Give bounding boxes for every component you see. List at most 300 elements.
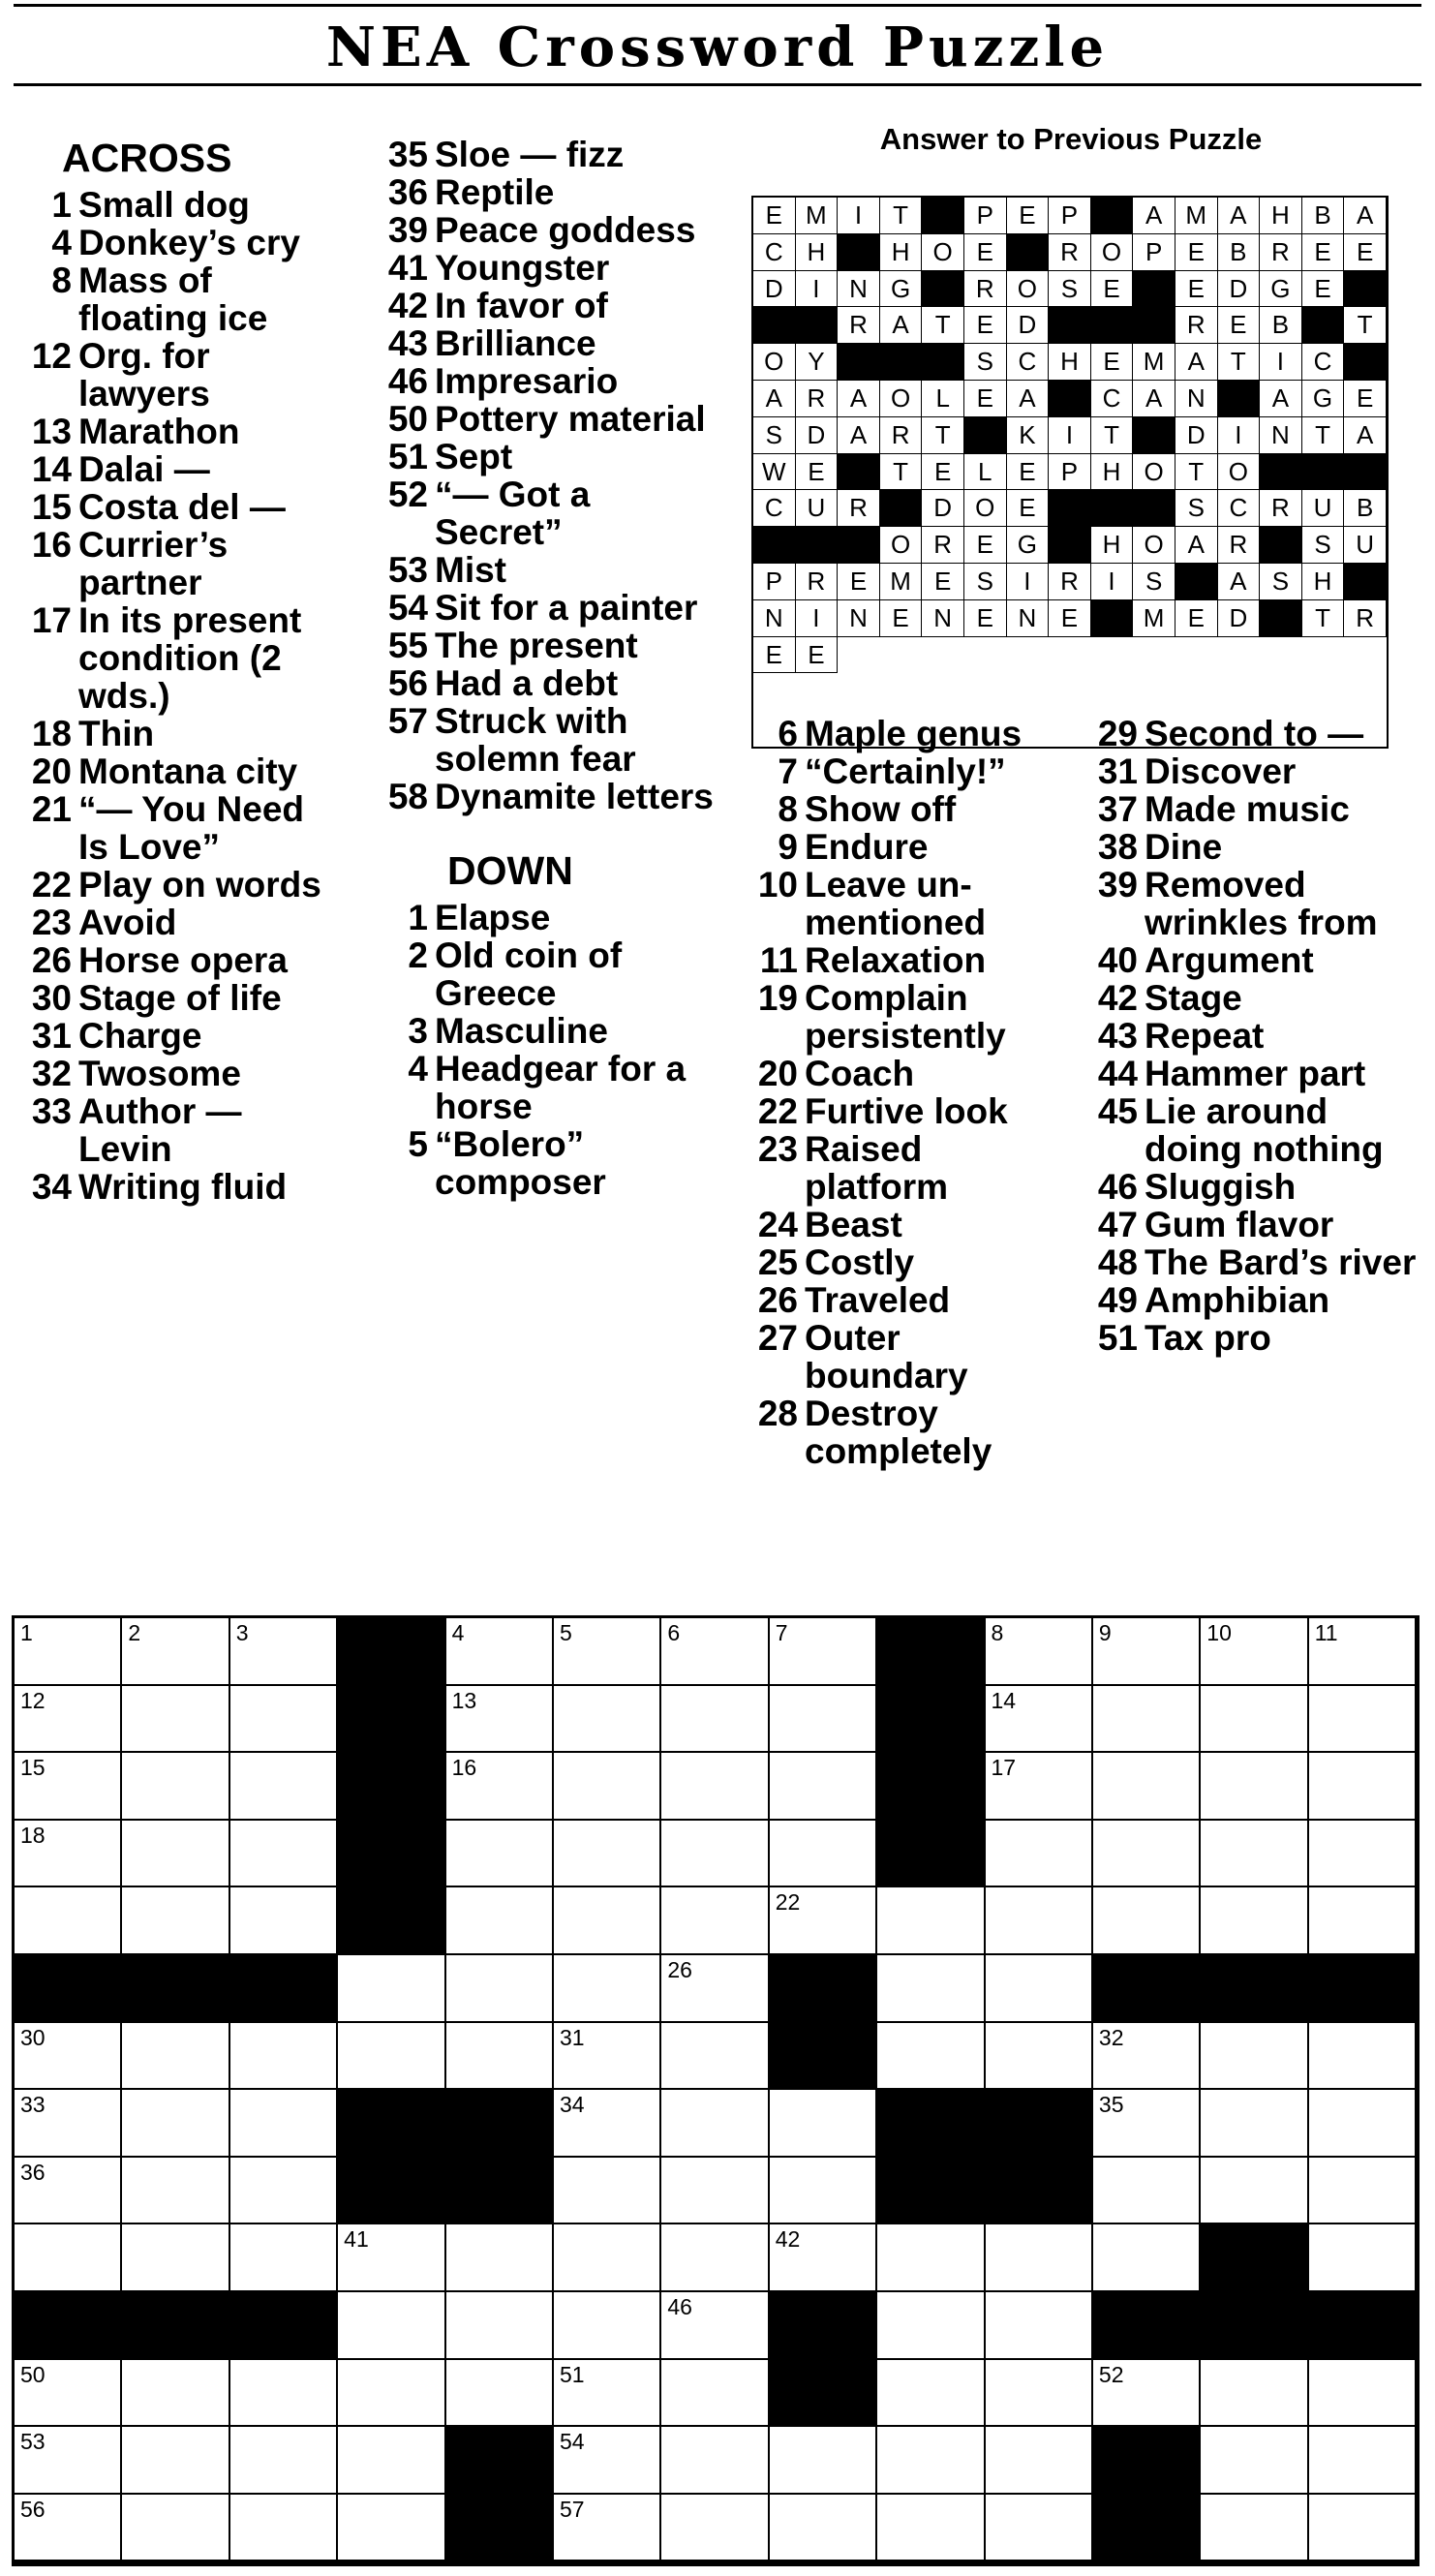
grid-cell[interactable]	[446, 2023, 554, 2091]
answer-letter-cell: R	[1260, 234, 1302, 271]
clue-number: 35	[387, 135, 428, 174]
grid-cell[interactable]	[1309, 1618, 1417, 1686]
clue-number: 23	[31, 903, 72, 942]
answer-letter-cell: D	[1007, 307, 1050, 344]
answer-letter-cell: B	[1344, 490, 1387, 527]
black-square	[877, 1821, 985, 1888]
clue-number: 42	[1097, 978, 1138, 1018]
grid-cell[interactable]	[122, 2360, 229, 2428]
grid-cell[interactable]	[338, 1955, 445, 2023]
grid-cell[interactable]	[15, 1753, 122, 1821]
answer-letter-cell: T	[922, 417, 964, 454]
answer-letter-cell: E	[922, 454, 964, 491]
black-square	[770, 2023, 877, 2091]
grid-cell[interactable]	[15, 1887, 122, 1955]
grid-cell[interactable]	[1309, 2224, 1417, 2292]
grid-cell[interactable]	[1309, 2090, 1417, 2158]
answer-letter-cell: R	[922, 527, 964, 564]
grid-cell[interactable]	[338, 2023, 445, 2091]
black-square	[338, 1821, 445, 1888]
grid-cell[interactable]	[661, 2495, 769, 2562]
clue-number: 41	[387, 248, 428, 288]
down-clue-list-2	[368, 899, 726, 1201]
grid-cell[interactable]	[986, 2360, 1093, 2428]
answer-letter-cell: E	[964, 527, 1007, 564]
grid-cell[interactable]	[770, 2224, 877, 2292]
grid-cell[interactable]	[1201, 2561, 1308, 2563]
black-square	[1201, 2292, 1308, 2360]
grid-cell[interactable]	[877, 2561, 985, 2563]
grid-cell[interactable]	[1093, 1887, 1201, 1955]
grid-cell[interactable]	[230, 1821, 338, 1888]
answer-letter-cell: A	[1133, 381, 1175, 417]
grid-cell[interactable]	[338, 2427, 445, 2495]
grid-cell[interactable]	[122, 2090, 229, 2158]
clue-item	[14, 261, 343, 337]
grid-cell[interactable]	[1201, 2360, 1308, 2428]
grid-cell[interactable]	[1309, 1887, 1417, 1955]
grid-cell[interactable]	[661, 2158, 769, 2225]
clue-text: Struck with solemn fear	[435, 701, 636, 779]
grid-cell[interactable]	[877, 2292, 985, 2360]
grid-cell[interactable]	[122, 1887, 229, 1955]
grid-cell[interactable]	[15, 1618, 122, 1686]
grid-cell[interactable]	[554, 1955, 661, 2023]
clue-text: Tax pro	[1145, 1318, 1271, 1358]
grid-cell[interactable]	[446, 1821, 554, 1888]
grid-cell[interactable]	[1309, 2360, 1417, 2428]
cell-number: 30	[20, 2024, 46, 2050]
answer-letter-cell: A	[1133, 198, 1175, 234]
answer-black-square	[922, 344, 964, 381]
grid-cell[interactable]	[770, 1821, 877, 1888]
grid-cell[interactable]	[554, 2224, 661, 2292]
grid-cell[interactable]	[770, 2495, 877, 2562]
answer-letter-cell: H	[1091, 454, 1134, 491]
answer-black-square	[1091, 600, 1134, 637]
clue-text: “— You Need Is Love”	[78, 789, 305, 867]
clue-number: 22	[757, 1091, 798, 1131]
black-square	[338, 2090, 445, 2158]
answer-letter-cell: A	[880, 307, 923, 344]
grid-cell[interactable]	[770, 1753, 877, 1821]
grid-cell[interactable]	[122, 1618, 229, 1686]
answer-letter-cell: E	[964, 234, 1007, 271]
grid-cell[interactable]	[1201, 1686, 1308, 1754]
clue-number: 4	[51, 223, 72, 262]
clue-number: 52	[387, 475, 428, 514]
clue-item	[368, 400, 726, 438]
grid-cell[interactable]	[1201, 2427, 1308, 2495]
grid-cell[interactable]	[661, 1686, 769, 1754]
grid-cell[interactable]	[877, 2224, 985, 2292]
answer-letter-cell: P	[753, 564, 796, 600]
grid-cell[interactable]	[1309, 1686, 1417, 1754]
answer-letter-cell: R	[1049, 234, 1091, 271]
clue-text: Dine	[1145, 827, 1223, 867]
grid-cell[interactable]	[446, 1887, 554, 1955]
answer-letter-cell: M	[796, 198, 839, 234]
grid-cell[interactable]	[230, 2561, 338, 2563]
clue-item	[368, 136, 726, 173]
grid-cell[interactable]	[15, 2023, 122, 2091]
clue-number: 11	[759, 940, 798, 980]
crossword-grid	[12, 1615, 1420, 2566]
grid-cell[interactable]	[986, 1618, 1093, 1686]
grid-cell[interactable]	[1093, 2023, 1201, 2091]
grid-cell[interactable]	[554, 2427, 661, 2495]
grid-cell[interactable]	[877, 2360, 985, 2428]
clue-item	[368, 936, 726, 1012]
grid-cell[interactable]	[1093, 1618, 1201, 1686]
grid-cell[interactable]	[554, 1618, 661, 1686]
grid-cell[interactable]	[122, 1686, 229, 1754]
clue-number: 12	[31, 336, 72, 376]
clue-text: Show off	[805, 789, 957, 829]
black-square	[986, 2158, 1093, 2225]
answer-letter-cell: E	[1344, 381, 1387, 417]
grid-cell[interactable]	[338, 2292, 445, 2360]
answer-letter-cell: E	[1344, 234, 1387, 271]
black-square	[1093, 2427, 1201, 2495]
grid-cell[interactable]	[770, 2561, 877, 2563]
grid-cell[interactable]	[1093, 2360, 1201, 2428]
clue-number: 55	[387, 626, 428, 665]
grid-cell[interactable]	[1309, 2023, 1417, 2091]
grid-cell[interactable]	[661, 1618, 769, 1686]
clue-text: The present	[435, 626, 638, 665]
clue-item	[738, 715, 1072, 752]
grid-cell[interactable]	[122, 2158, 229, 2225]
grid-cell[interactable]	[770, 2090, 877, 2158]
grid-cell[interactable]	[554, 1887, 661, 1955]
clue-text: Donkey’s cry	[78, 223, 300, 262]
answer-black-square	[1260, 600, 1302, 637]
grid-cell[interactable]	[986, 2495, 1093, 2562]
answer-letter-cell: B	[1302, 198, 1345, 234]
grid-cell[interactable]	[1201, 1618, 1308, 1686]
across-heading: ACROSS	[62, 136, 232, 180]
clue-item	[1080, 866, 1428, 941]
answer-letter-cell: O	[1091, 234, 1134, 271]
answer-letter-cell: A	[1175, 527, 1218, 564]
clue-text: Currier’s partner	[78, 525, 229, 602]
clue-item	[368, 1050, 726, 1125]
clue-text: Second to —	[1145, 714, 1364, 753]
answer-letter-cell: E	[964, 381, 1007, 417]
grid-cell[interactable]	[554, 2158, 661, 2225]
black-square	[446, 2561, 554, 2563]
grid-cell[interactable]	[230, 2360, 338, 2428]
grid-cell[interactable]	[446, 1618, 554, 1686]
clue-text: Coach	[805, 1054, 915, 1093]
clue-number: 38	[1097, 827, 1138, 867]
black-square	[15, 2292, 122, 2360]
clue-item	[368, 324, 726, 362]
grid-cell[interactable]	[554, 1753, 661, 1821]
answer-letter-cell: T	[880, 198, 923, 234]
grid-cell[interactable]	[877, 1887, 985, 1955]
grid-cell[interactable]	[230, 2495, 338, 2562]
clue-item	[1080, 715, 1428, 752]
grid-cell[interactable]	[554, 2360, 661, 2428]
answer-black-square	[964, 417, 1007, 454]
grid-cell[interactable]	[230, 2090, 338, 2158]
cell-number: 22	[775, 1889, 801, 1916]
grid-cell[interactable]	[770, 2427, 877, 2495]
grid-cell[interactable]	[230, 2158, 338, 2225]
grid-cell[interactable]	[986, 1753, 1093, 1821]
grid-cell[interactable]	[877, 2427, 985, 2495]
grid-cell[interactable]	[1201, 1753, 1308, 1821]
grid-cell[interactable]	[446, 1686, 554, 1754]
grid-cell[interactable]	[230, 2023, 338, 2091]
grid-cell[interactable]	[661, 2360, 769, 2428]
clue-number: 51	[1097, 1318, 1138, 1358]
grid-cell[interactable]	[554, 2561, 661, 2563]
clue-item	[368, 1012, 726, 1050]
grid-cell[interactable]	[1309, 1753, 1417, 1821]
grid-cell[interactable]	[1309, 2427, 1417, 2495]
clue-item	[14, 1092, 343, 1168]
clue-number: 45	[1097, 1091, 1138, 1131]
clue-number: 16	[31, 525, 72, 565]
grid-cell[interactable]	[15, 2427, 122, 2495]
grid-cell[interactable]	[770, 1618, 877, 1686]
cell-number: 32	[1098, 2024, 1124, 2050]
clue-number: 33	[31, 1091, 72, 1131]
clue-text: Sept	[435, 437, 513, 476]
clue-text: Impresario	[435, 361, 619, 401]
grid-cell[interactable]	[230, 2427, 338, 2495]
cell-number: 5	[559, 1620, 572, 1645]
grid-cell[interactable]	[661, 2561, 769, 2563]
grid-cell[interactable]	[15, 2090, 122, 2158]
clue-text: In favor of	[435, 286, 608, 325]
answer-letter-cell: T	[922, 307, 964, 344]
answer-letter-cell: E	[1091, 344, 1134, 381]
clue-item	[368, 702, 726, 778]
grid-cell[interactable]	[15, 1686, 122, 1754]
grid-cell[interactable]	[554, 2023, 661, 2091]
grid-cell[interactable]	[15, 2360, 122, 2428]
grid-cell[interactable]	[986, 2224, 1093, 2292]
clue-number: 23	[757, 1129, 798, 1169]
grid-cell[interactable]	[1309, 1821, 1417, 1888]
grid-cell[interactable]	[1093, 1686, 1201, 1754]
cell-number: 35	[1098, 2092, 1124, 2118]
grid-cell[interactable]	[122, 1753, 229, 1821]
clue-text: Sloe — fizz	[435, 135, 625, 174]
clue-number: 13	[31, 412, 72, 451]
answer-letter-cell: N	[1260, 417, 1302, 454]
grid-cell[interactable]	[1093, 2090, 1201, 2158]
clue-number: 5	[408, 1124, 428, 1164]
clue-number: 31	[1097, 751, 1138, 791]
grid-cell[interactable]	[661, 2224, 769, 2292]
clue-item	[368, 362, 726, 400]
grid-cell[interactable]	[661, 2023, 769, 2091]
grid-cell[interactable]	[1201, 2090, 1308, 2158]
answer-black-square	[838, 454, 880, 491]
answer-letter-cell: D	[1175, 417, 1218, 454]
clue-text: Masculine	[435, 1011, 608, 1051]
answer-letter-cell: E	[1302, 234, 1345, 271]
grid-cell[interactable]	[230, 1753, 338, 1821]
clues-column-2	[368, 136, 726, 1201]
answer-letter-cell: A	[838, 417, 880, 454]
answer-black-square	[1091, 198, 1134, 234]
black-square	[770, 1955, 877, 2023]
grid-cell[interactable]	[661, 1955, 769, 2023]
clue-number: 17	[31, 600, 72, 640]
grid-cell[interactable]	[338, 2495, 445, 2562]
clue-number: 2	[408, 935, 428, 975]
grid-cell[interactable]	[986, 1686, 1093, 1754]
answer-letter-cell: R	[1049, 564, 1091, 600]
grid-cell[interactable]	[661, 2090, 769, 2158]
grid-cell[interactable]	[1093, 2158, 1201, 2225]
answer-letter-cell: O	[1218, 454, 1261, 491]
grid-cell[interactable]	[15, 2224, 122, 2292]
answer-black-square	[1302, 454, 1345, 491]
grid-cell[interactable]	[230, 1618, 338, 1686]
answer-letter-cell: A	[1344, 417, 1387, 454]
grid-cell[interactable]	[554, 2495, 661, 2562]
grid-cell[interactable]	[986, 2023, 1093, 2091]
grid-cell[interactable]	[230, 1686, 338, 1754]
clue-text: Avoid	[78, 903, 177, 942]
grid-cell[interactable]	[446, 1753, 554, 1821]
grid-cell[interactable]	[446, 2292, 554, 2360]
grid-cell[interactable]	[986, 2427, 1093, 2495]
grid-cell[interactable]	[446, 2360, 554, 2428]
black-square	[770, 2360, 877, 2428]
grid-cell[interactable]	[1201, 2495, 1308, 2562]
clue-item	[14, 752, 343, 790]
clue-item	[738, 1055, 1072, 1092]
answer-letter-cell: E	[964, 600, 1007, 637]
grid-cell[interactable]	[446, 2224, 554, 2292]
grid-cell[interactable]	[554, 1686, 661, 1754]
down-clue-list-4	[1080, 715, 1428, 1357]
grid-cell[interactable]	[338, 2224, 445, 2292]
grid-cell[interactable]	[446, 1955, 554, 2023]
grid-cell[interactable]	[122, 2561, 229, 2563]
grid-cell[interactable]	[877, 2495, 985, 2562]
answer-letter-cell: A	[1344, 198, 1387, 234]
grid-cell[interactable]	[986, 1887, 1093, 1955]
clue-number: 4	[408, 1049, 428, 1089]
grid-cell[interactable]	[770, 1887, 877, 1955]
clue-text: Gum flavor	[1145, 1205, 1334, 1244]
grid-cell[interactable]	[122, 2023, 229, 2091]
answer-letter-cell: E	[1175, 234, 1218, 271]
grid-cell[interactable]	[661, 1821, 769, 1888]
cell-number: 16	[451, 1755, 477, 1781]
clue-item	[14, 1055, 343, 1092]
answer-black-square	[1260, 527, 1302, 564]
grid-cell[interactable]	[1093, 1753, 1201, 1821]
grid-cell[interactable]	[1093, 2224, 1201, 2292]
grid-cell[interactable]	[1309, 2495, 1417, 2562]
grid-cell[interactable]	[1093, 1821, 1201, 1888]
answer-letter-cell: N	[922, 600, 964, 637]
grid-cell[interactable]	[338, 2561, 445, 2563]
cell-number: 10	[1206, 1620, 1232, 1645]
grid-cell[interactable]	[661, 2427, 769, 2495]
grid-cell[interactable]	[554, 1821, 661, 1888]
grid-cell[interactable]	[230, 1887, 338, 1955]
grid-cell[interactable]	[230, 2224, 338, 2292]
cell-number: 26	[667, 1956, 692, 1982]
grid-cell[interactable]	[661, 2292, 769, 2360]
clue-number: 40	[1097, 940, 1138, 980]
grid-cell[interactable]	[15, 2495, 122, 2562]
across-clue-list-2	[368, 136, 726, 815]
clue-text: Relaxation	[805, 940, 987, 980]
grid-cell[interactable]	[15, 1821, 122, 1888]
grid-cell[interactable]	[661, 1753, 769, 1821]
grid-cell[interactable]	[122, 1821, 229, 1888]
grid-cell[interactable]	[1309, 2561, 1417, 2563]
grid-cell[interactable]	[122, 2427, 229, 2495]
answer-black-square	[1091, 490, 1134, 527]
grid-cell[interactable]	[877, 2023, 985, 2091]
answer-letter-cell: H	[1302, 564, 1345, 600]
answer-letter-cell: C	[1007, 344, 1050, 381]
clue-text: Old coin of Greece	[435, 935, 623, 1013]
grid-cell[interactable]	[877, 1955, 985, 2023]
grid-cell[interactable]	[1201, 2023, 1308, 2091]
grid-cell[interactable]	[986, 1955, 1093, 2023]
grid-cell[interactable]	[122, 2495, 229, 2562]
clue-item	[738, 1206, 1072, 1243]
grid-cell[interactable]	[1201, 1887, 1308, 1955]
across-clue-list-1	[14, 186, 343, 1206]
answer-letter-cell: I	[796, 600, 839, 637]
grid-cell[interactable]	[661, 1887, 769, 1955]
clue-text: Montana city	[78, 751, 298, 791]
clue-text: Sluggish	[1145, 1167, 1297, 1207]
grid-cell[interactable]	[122, 2224, 229, 2292]
grid-cell[interactable]	[1201, 1821, 1308, 1888]
grid-cell[interactable]	[554, 2090, 661, 2158]
grid-cell[interactable]	[1201, 2158, 1308, 2225]
clue-text: Hammer part	[1145, 1054, 1366, 1093]
grid-cell[interactable]	[770, 1686, 877, 1754]
grid-cell[interactable]	[770, 2158, 877, 2225]
answer-letter-cell: E	[796, 637, 839, 674]
grid-cell[interactable]	[986, 2292, 1093, 2360]
clue-item	[14, 790, 343, 866]
clue-item	[14, 904, 343, 941]
grid-cell[interactable]	[1309, 2158, 1417, 2225]
clue-number: 34	[31, 1167, 72, 1207]
clue-text: Twosome	[78, 1054, 241, 1093]
grid-cell[interactable]	[986, 2561, 1093, 2563]
grid-cell[interactable]	[338, 2360, 445, 2428]
clue-text: Elapse	[435, 898, 551, 937]
grid-cell[interactable]	[554, 2292, 661, 2360]
black-square	[338, 2158, 445, 2225]
answer-black-square	[1049, 381, 1091, 417]
grid-cell[interactable]	[986, 1821, 1093, 1888]
cell-number: 41	[344, 2226, 369, 2253]
grid-cell[interactable]	[15, 2158, 122, 2225]
grid-cell[interactable]	[15, 2561, 122, 2563]
answer-letter-cell: R	[1344, 600, 1387, 637]
